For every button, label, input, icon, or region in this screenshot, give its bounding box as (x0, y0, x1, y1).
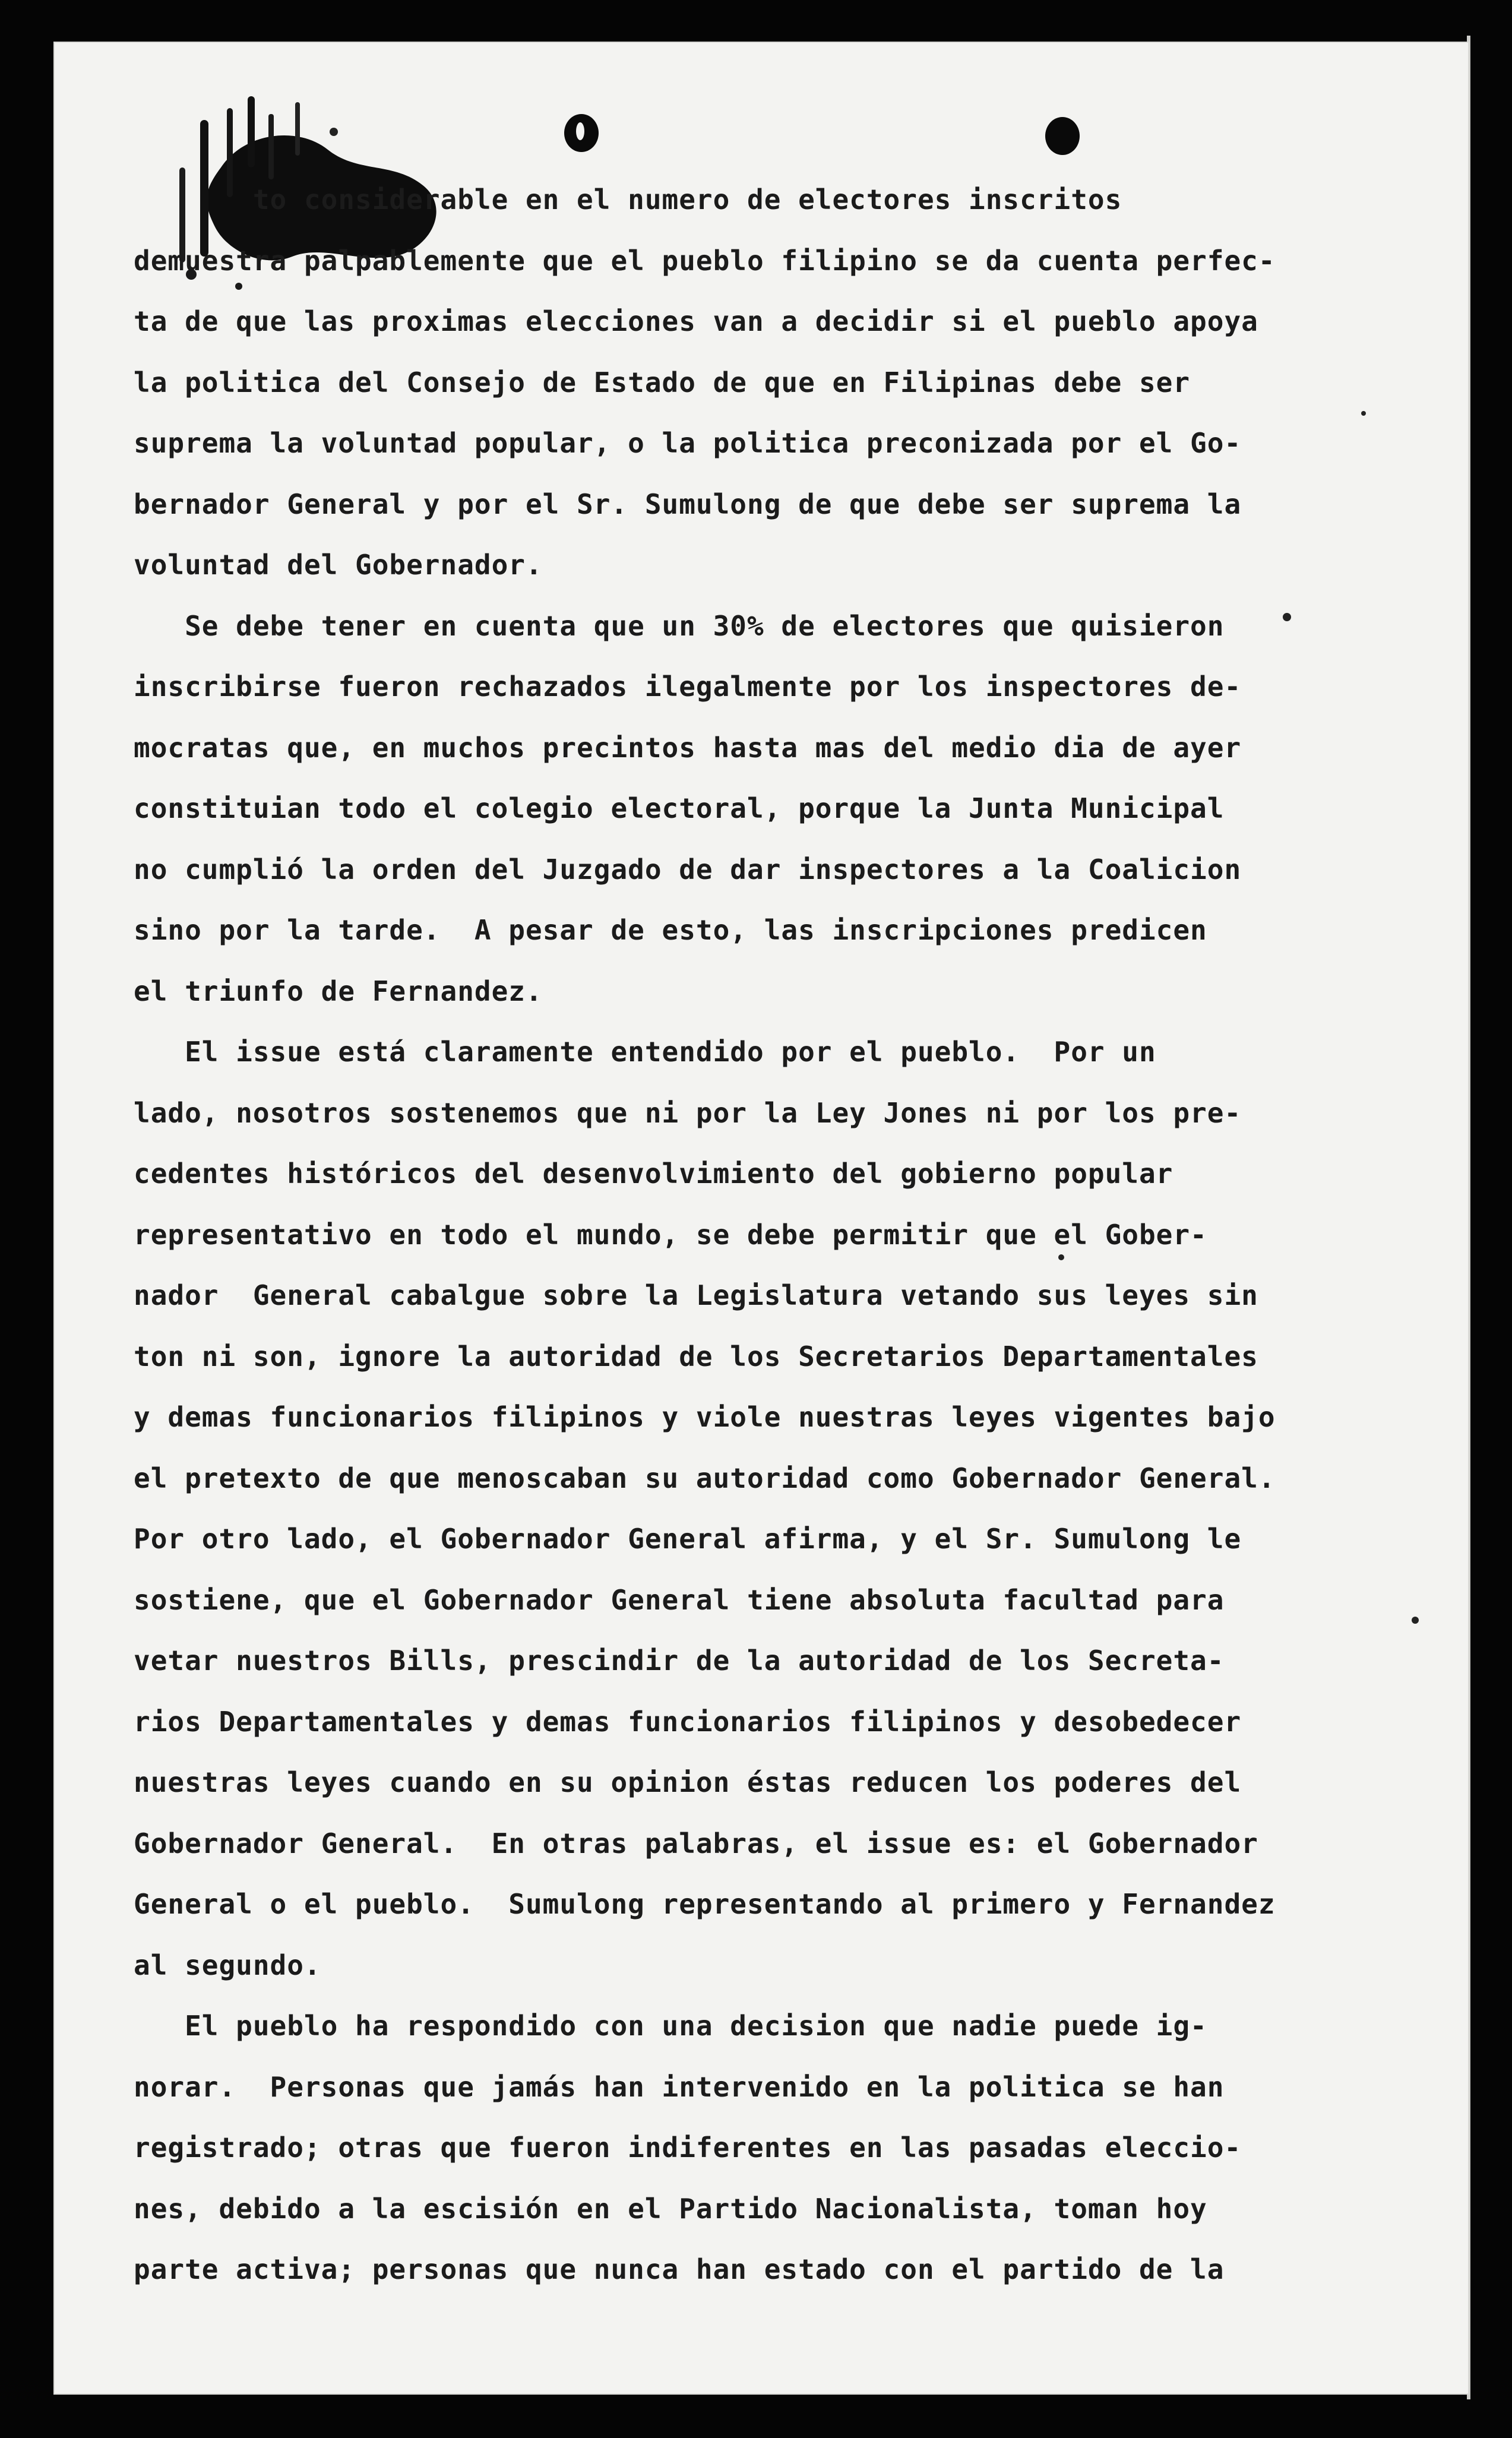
text-line: mocratas que, en muchos precintos hasta mas del medio dia de ayer (134, 731, 1242, 764)
text-line: y demas funcionarios filipinos y viole nuestras leyes vigentes bajo (134, 1401, 1276, 1433)
text-line: El pueblo ha respondido con una decision que nadie puede ig- (134, 2010, 1207, 2042)
text-line: norar. Personas que jamás han intervenido en la politica se han (134, 2070, 1225, 2103)
text-line: el triunfo de Fernandez. (134, 975, 543, 1007)
text-line: el pretexto de que menoscaban su autoridad como Gobernador General. (134, 1462, 1276, 1494)
text-line: sostiene, que el Gobernador General tiene absoluta facultad para (134, 1583, 1225, 1616)
text-line: El issue está claramente entendido por el pueblo. Por un (134, 1036, 1156, 1068)
text-line: demuestra palpablemente que el pueblo filipino se da cuenta perfec- (134, 244, 1276, 277)
text-line: ton ni son, ignore la autoridad de los Secretarios Departamentales (134, 1340, 1258, 1373)
text-line: al segundo. (134, 1949, 321, 1981)
text-line: Por otro lado, el Gobernador General afirma, y el Sr. Sumulong le (134, 1523, 1242, 1555)
typed-letter-body (134, 169, 1393, 2300)
text-line: no cumplió la orden del Juzgado de dar inspectores a la Coalicion (134, 853, 1242, 886)
text-line: ta de que las proximas elecciones van a decidir si el pueblo apoya (134, 305, 1258, 337)
paragraph-2 (134, 596, 1393, 1022)
text-line: vetar nuestros Bills, prescindir de la autoridad de los Secreta- (134, 1645, 1225, 1677)
punch-hole-left (564, 114, 599, 152)
text-line: sino por la tarde. A pesar de esto, las inscripciones predicen (134, 914, 1207, 946)
text-line: General o el pueblo. Sumulong representando al primero y Fernandez (134, 1888, 1276, 1920)
text-line: bernador General y por el Sr. Sumulong de que debe ser suprema la (134, 488, 1242, 520)
text-line: registrado; otras que fueron indiferentes en las pasadas eleccio- (134, 2132, 1242, 2164)
text-line: cedentes históricos del desenvolvimiento del gobierno popular (134, 1158, 1173, 1190)
paragraph-3 (134, 1022, 1393, 1996)
text-line: lado, nosotros sostenemos que ni por la Ley Jones ni por los pre- (134, 1096, 1242, 1129)
text-line: nuestras leyes cuando en su opinion éstas reducen los poderes del (134, 1766, 1242, 1798)
text-line: parte activa; personas que nunca han estado con el partido de la (134, 2253, 1225, 2285)
text-line: la politica del Consejo de Estado de que en Filipinas debe ser (134, 366, 1191, 399)
text-line: nes, debido a la escisión en el Partido Nacionalista, toman hoy (134, 2192, 1207, 2225)
text-line: suprema la voluntad popular, o la politica preconizada por el Go- (134, 427, 1242, 459)
text-line: voluntad del Gobernador. (134, 549, 543, 581)
text-line: inscribirse fueron rechazados ilegalmente por los inspectores de- (134, 671, 1242, 703)
text-line: nador General cabalgue sobre la Legislatura vetando sus leyes sin (134, 1279, 1258, 1311)
text-line: Se debe tener en cuenta que un 30% de electores que quisieron (134, 609, 1225, 642)
text-line: to considerable en el numero de electores inscritos (134, 184, 1122, 216)
text-line: Gobernador General. En otras palabras, el issue es: el Gobernador (134, 1827, 1258, 1860)
punch-hole-right (1045, 117, 1080, 155)
paragraph-1 (134, 169, 1393, 596)
text-line: rios Departamentales y demas funcionarios filipinos y desobedecer (134, 1705, 1242, 1738)
text-line: constituian todo el colegio electoral, porque la Junta Municipal (134, 792, 1225, 824)
text-line: representativo en todo el mundo, se debe permitir que el Gober- (134, 1218, 1207, 1251)
paragraph-4 (134, 1996, 1393, 2300)
